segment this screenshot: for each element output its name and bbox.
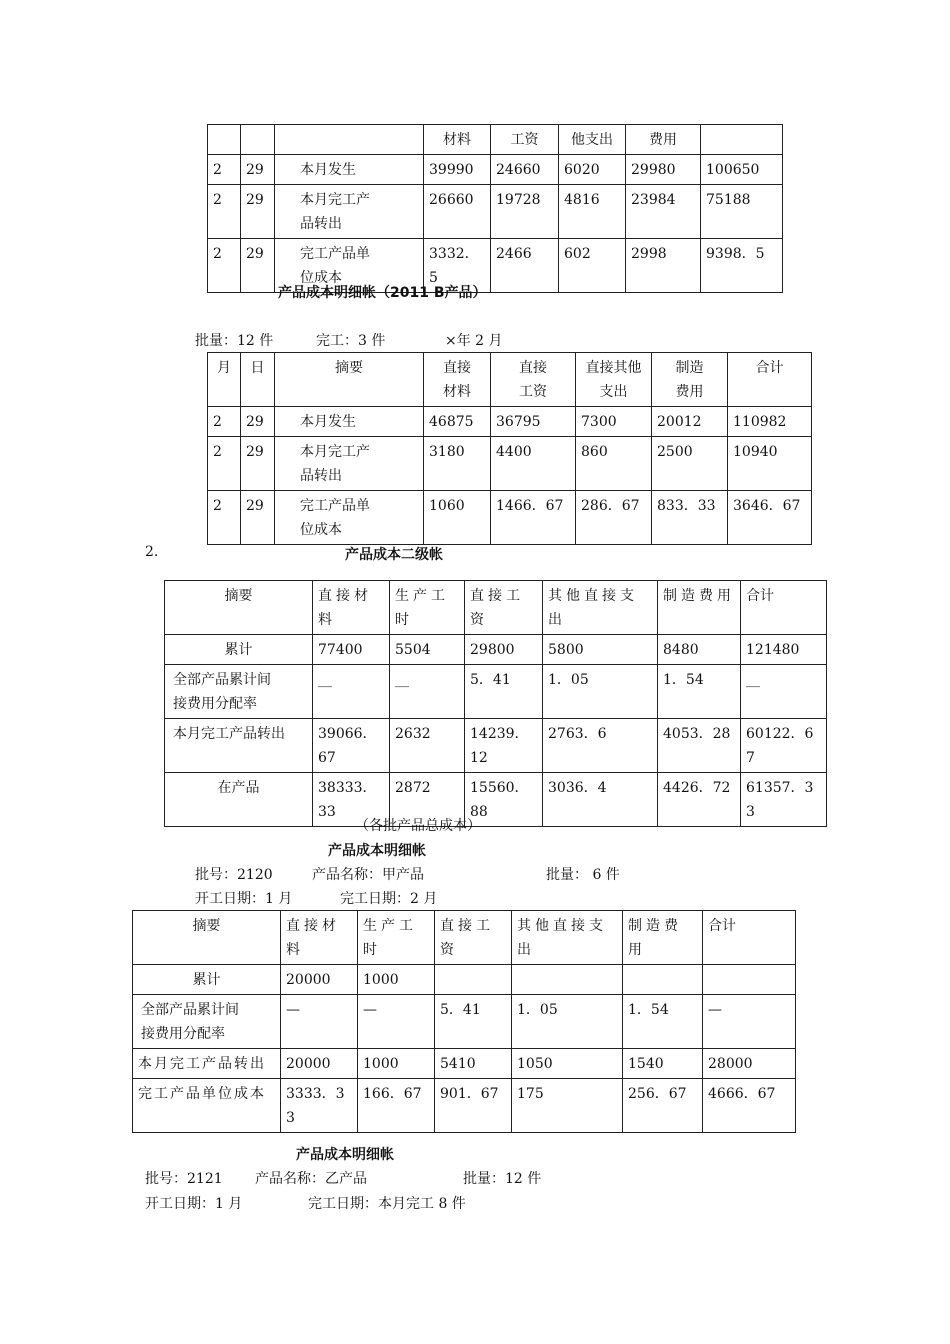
summary-cell: 本月发生	[275, 155, 424, 185]
value-cell: 26660	[424, 185, 491, 239]
summary-cell: 完工产品单位成本	[275, 239, 424, 293]
yi-product-name: 产品名称：乙产品	[255, 1171, 367, 1187]
summary-cell: 累计	[133, 965, 281, 995]
value-cell: 1466．67	[491, 491, 576, 545]
month-cell: 2	[208, 491, 241, 545]
value-cell: 1．05	[543, 665, 658, 719]
header-cell: 摘要	[275, 353, 424, 407]
value-cell: 100650	[701, 155, 783, 185]
yi-batch-number: 批号：2121	[145, 1171, 223, 1187]
value-cell	[623, 965, 703, 995]
day-cell: 29	[241, 185, 275, 239]
value-cell: 29800	[465, 635, 543, 665]
cost-table-a-product	[207, 124, 783, 293]
header-cell: 其他直接支出	[543, 581, 658, 635]
section-b-batch: 批量：12 件	[195, 333, 274, 349]
secondary-ledger-table	[164, 580, 827, 827]
value-cell: 110982	[728, 407, 812, 437]
section-2-title: 产品成本二级帐	[345, 547, 443, 563]
header-cell	[208, 125, 241, 155]
header-cell: 直接工资	[491, 353, 576, 407]
jia-end-date: 完工日期：2 月	[340, 891, 438, 907]
value-cell: 5．41	[465, 665, 543, 719]
value-cell: 1．54	[658, 665, 741, 719]
value-cell: 256．67	[623, 1079, 703, 1133]
value-cell: 4666．67	[703, 1079, 796, 1133]
table-row	[165, 635, 827, 665]
header-cell: 直接材料	[281, 911, 358, 965]
value-cell: 60122．67	[741, 719, 827, 773]
value-cell: 20000	[281, 1049, 358, 1079]
table-row	[208, 407, 812, 437]
value-cell: 3332．5	[424, 239, 491, 293]
value-cell	[703, 965, 796, 995]
header-cell: 直接材料	[313, 581, 390, 635]
value-cell: 2632	[390, 719, 465, 773]
value-cell: 1060	[424, 491, 491, 545]
value-cell: 2998	[626, 239, 701, 293]
value-cell	[512, 965, 623, 995]
summary-cell: 累计	[165, 635, 313, 665]
table-row	[165, 773, 827, 827]
header-cell	[241, 125, 275, 155]
day-cell: 29	[241, 155, 275, 185]
header-cell: 费用	[626, 125, 701, 155]
value-cell: 901．67	[435, 1079, 512, 1133]
value-cell: 3333．33	[281, 1079, 358, 1133]
jia-product-name: 产品名称：甲产品	[312, 867, 424, 883]
header-cell: 直接其他支出	[576, 353, 652, 407]
cost-table-b-product	[207, 352, 812, 545]
header-cell: 他支出	[559, 125, 626, 155]
header-cell: 材料	[424, 125, 491, 155]
table-header-row	[208, 353, 812, 407]
value-cell: 121480	[741, 635, 827, 665]
table-row	[208, 185, 783, 239]
yi-end-date: 完工日期：本月完工 8 件	[308, 1196, 466, 1212]
header-cell: 日	[241, 353, 275, 407]
value-cell: 5410	[435, 1049, 512, 1079]
header-cell: 合计	[703, 911, 796, 965]
value-cell: 46875	[424, 407, 491, 437]
summary-cell: 完工产品单位成本	[133, 1079, 281, 1133]
value-cell: 4816	[559, 185, 626, 239]
jia-start-date: 开工日期：1 月	[195, 891, 293, 907]
value-cell: 602	[559, 239, 626, 293]
value-cell: 23984	[626, 185, 701, 239]
section-b-period: ×年 2 月	[445, 333, 503, 349]
value-cell: 10940	[728, 437, 812, 491]
table-row	[165, 665, 827, 719]
value-cell: 75188	[701, 185, 783, 239]
section-number: 2.	[145, 544, 159, 560]
jia-batch-qty: 批量： 6 件	[546, 867, 620, 883]
header-cell	[701, 125, 783, 155]
month-cell: 2	[208, 407, 241, 437]
summary-cell: 本月发生	[275, 407, 424, 437]
table-row	[165, 719, 827, 773]
value-cell: 3180	[424, 437, 491, 491]
header-cell: 制造费用	[623, 911, 703, 965]
table-header-row	[165, 581, 827, 635]
summary-cell: 本月完工产品转出	[133, 1049, 281, 1079]
jia-product-cost-table	[132, 910, 796, 1133]
header-cell: 制造费用	[652, 353, 728, 407]
header-cell: 生产工时	[390, 581, 465, 635]
header-cell: 直接工资	[435, 911, 512, 965]
summary-cell: 全部产品累计间接费用分配率	[165, 665, 313, 719]
table-row	[208, 437, 812, 491]
value-cell: 5．41	[435, 995, 512, 1049]
month-cell: 2	[208, 437, 241, 491]
day-cell: 29	[241, 239, 275, 293]
summary-cell: 在产品	[165, 773, 313, 827]
value-cell: __	[390, 665, 465, 719]
day-cell: 29	[241, 407, 275, 437]
summary-cell: 本月完工产品转出	[275, 185, 424, 239]
value-cell: 20000	[281, 965, 358, 995]
value-cell: 3646．67	[728, 491, 812, 545]
header-cell: 工资	[491, 125, 559, 155]
value-cell: 1000	[358, 1049, 435, 1079]
value-cell: 39066．67	[313, 719, 390, 773]
header-cell: 合计	[728, 353, 812, 407]
yi-start-date: 开工日期：1 月	[145, 1196, 243, 1212]
value-cell: —	[281, 995, 358, 1049]
month-cell: 2	[208, 155, 241, 185]
header-cell: 摘要	[165, 581, 313, 635]
section-jia-title: 产品成本明细帐	[328, 843, 426, 859]
value-cell: 29980	[626, 155, 701, 185]
table-row	[133, 995, 796, 1049]
value-cell: 77400	[313, 635, 390, 665]
value-cell: 860	[576, 437, 652, 491]
day-cell: 29	[241, 491, 275, 545]
section-yi-title: 产品成本明细帐	[296, 1147, 394, 1163]
month-cell: 2	[208, 185, 241, 239]
summary-cell: 完工产品单位成本	[275, 491, 424, 545]
value-cell: 4400	[491, 437, 576, 491]
value-cell: 20012	[652, 407, 728, 437]
table-header-row	[133, 911, 796, 965]
table-header-row	[208, 125, 783, 155]
value-cell: 9398．5	[701, 239, 783, 293]
value-cell: 28000	[703, 1049, 796, 1079]
value-cell: 4426．72	[658, 773, 741, 827]
header-cell: 月	[208, 353, 241, 407]
summary-cell: 本月完工产品转出	[275, 437, 424, 491]
value-cell: 5504	[390, 635, 465, 665]
value-cell: 39990	[424, 155, 491, 185]
day-cell: 29	[241, 437, 275, 491]
value-cell: —	[703, 995, 796, 1049]
header-cell: 制造费用	[658, 581, 741, 635]
value-cell: 24660	[491, 155, 559, 185]
summary-cell: 全部产品累计间接费用分配率	[133, 995, 281, 1049]
table-row	[133, 965, 796, 995]
value-cell: 2500	[652, 437, 728, 491]
value-cell: 61357．33	[741, 773, 827, 827]
value-cell: 4053．28	[658, 719, 741, 773]
jia-batch-number: 批号：2120	[195, 867, 273, 883]
value-cell: 3036．4	[543, 773, 658, 827]
value-cell: 175	[512, 1079, 623, 1133]
value-cell: 166．67	[358, 1079, 435, 1133]
value-cell: 19728	[491, 185, 559, 239]
header-cell: 其他直接支出	[512, 911, 623, 965]
header-cell	[275, 125, 424, 155]
value-cell: 286．67	[576, 491, 652, 545]
month-cell: 2	[208, 239, 241, 293]
total-cost-note: （各批产品总成本）	[355, 818, 481, 834]
value-cell: 38333．33	[313, 773, 390, 827]
value-cell: 6020	[559, 155, 626, 185]
value-cell: 14239．12	[465, 719, 543, 773]
summary-cell: 本月完工产品转出	[165, 719, 313, 773]
value-cell	[435, 965, 512, 995]
yi-batch-qty: 批量：12 件	[463, 1171, 542, 1187]
header-cell: 摘要	[133, 911, 281, 965]
value-cell: 15560．88	[465, 773, 543, 827]
value-cell: 1．54	[623, 995, 703, 1049]
value-cell: —	[358, 995, 435, 1049]
value-cell: 5800	[543, 635, 658, 665]
header-cell: 直接材料	[424, 353, 491, 407]
value-cell: __	[741, 665, 827, 719]
section-b-done: 完工：3 件	[316, 333, 386, 349]
value-cell: 2466	[491, 239, 559, 293]
table-row	[208, 491, 812, 545]
header-cell: 合计	[741, 581, 827, 635]
value-cell: 7300	[576, 407, 652, 437]
value-cell: 1．05	[512, 995, 623, 1049]
header-cell: 直接工资	[465, 581, 543, 635]
header-cell: 生产工时	[358, 911, 435, 965]
table-row	[133, 1049, 796, 1079]
value-cell: 8480	[658, 635, 741, 665]
value-cell: 36795	[491, 407, 576, 437]
value-cell: __	[313, 665, 390, 719]
table-row	[133, 1079, 796, 1133]
section-b-title: 产品成本明细帐（2011 B产品）	[278, 285, 487, 301]
table-row	[208, 155, 783, 185]
value-cell: 1050	[512, 1049, 623, 1079]
value-cell: 2872	[390, 773, 465, 827]
value-cell: 833．33	[652, 491, 728, 545]
value-cell: 1000	[358, 965, 435, 995]
value-cell: 1540	[623, 1049, 703, 1079]
value-cell: 2763．6	[543, 719, 658, 773]
